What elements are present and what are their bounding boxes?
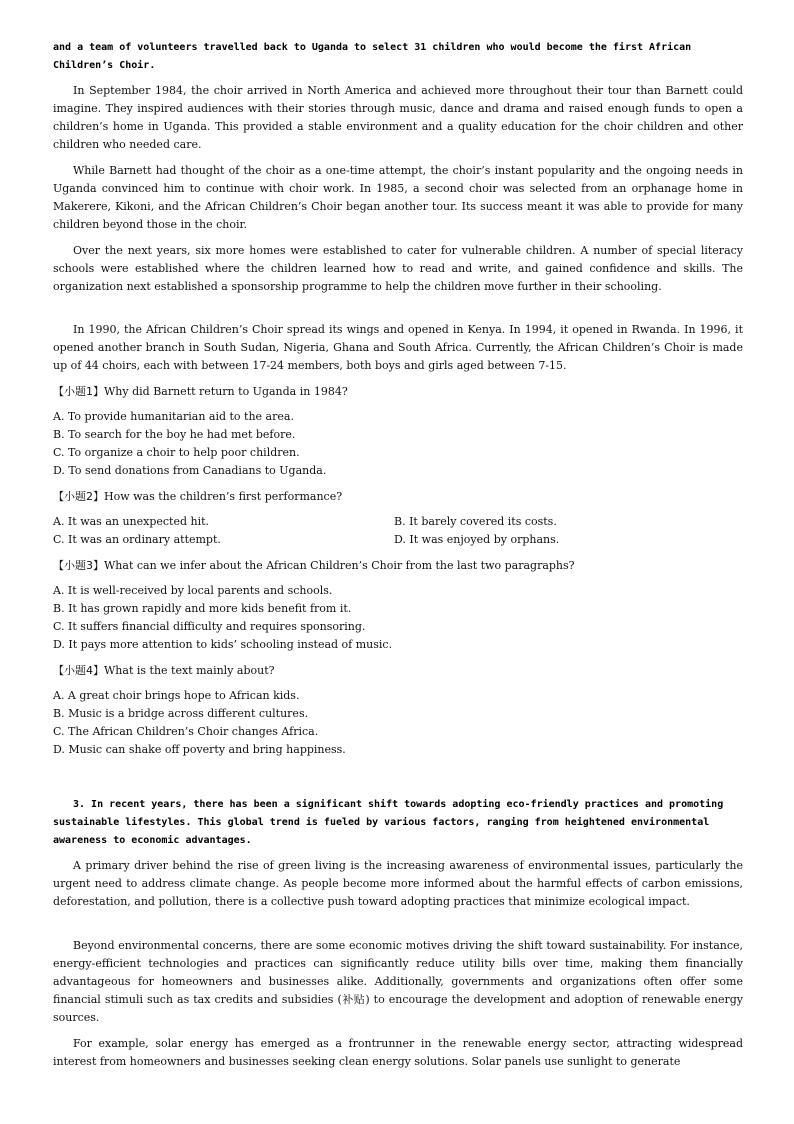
question-label: 【小题1】 (53, 385, 104, 398)
question-3-option-a[interactable]: A. It is well-received by local parents and schools. (53, 584, 333, 597)
question-3-option-c[interactable]: C. It suffers financial difficulty and requires sponsoring. (53, 620, 366, 633)
question-label: 【小题3】 (53, 559, 104, 572)
question-3 (53, 557, 575, 575)
question-4 (53, 662, 275, 680)
question-label: 【小题4】 (53, 664, 104, 677)
question-stem: Why did Barnett return to Uganda in 1984? (104, 385, 348, 398)
passage3-paragraph-1: A primary driver behind the rise of green living is the increasing awareness of environmental issues, particularly the urgent need to address climate change. As people become more informed about the harmful effects of carbon emissions, deforestation, and pollution, there is a collective push toward adopting practices that minimize ecological impact. (53, 859, 743, 908)
question-4-option-a[interactable]: A. A great choir brings hope to African kids. (53, 689, 300, 702)
question-stem: What can we infer about the African Children’s Choir from the last two paragraphs? (104, 559, 575, 572)
passage2-paragraph-1: In September 1984, the choir arrived in North America and achieved more throughout their tour than Barnett could imagine. They inspired audiences with their stories through music, dance and drama and raised enough funds to open a children’s home in Uganda. This provided a stable environment and a quality education for the choir children and other children who needed care. (53, 84, 743, 151)
passage3-paragraph-3: For example, solar energy has emerged as a frontrunner in the renewable energy sector, attracting widespread interest from homeowners and businesses seeking clean energy solutions. Solar panels use sunlight to generate (53, 1037, 743, 1068)
question-2-option-a[interactable]: A. It was an unexpected hit. (53, 515, 210, 528)
question-3-option-b[interactable]: B. It has grown rapidly and more kids benefit from it. (53, 602, 352, 615)
question-3-option-d[interactable]: D. It pays more attention to kids’ schooling instead of music. (53, 638, 393, 651)
question-4-option-b[interactable]: B. Music is a bridge across different cultures. (53, 707, 309, 720)
question-2-option-c[interactable]: C. It was an ordinary attempt. (53, 533, 221, 546)
question-1-option-c[interactable]: C. To organize a choir to help poor children. (53, 446, 300, 459)
question-2-option-d[interactable]: D. It was enjoyed by orphans. (394, 533, 560, 546)
question-1-option-b[interactable]: B. To search for the boy he had met before. (53, 428, 296, 441)
question-4-option-d[interactable]: D. Music can shake off poverty and bring happiness. (53, 743, 346, 756)
question-1-option-a[interactable]: A. To provide humanitarian aid to the area. (53, 410, 294, 423)
passage2-paragraph-2: While Barnett had thought of the choir as a one-time attempt, the choir’s instant popularity and the ongoing needs in Uganda convinced him to continue with choir work. In 1985, a second choir was selected from an orphanage home in Makerere, Kikoni, and the African Children’s Choir began another tour. Its success meant it was able to provide for many children beyond those in the choir. (53, 164, 743, 231)
passage2-intro-tail: and a team of volunteers travelled back to Uganda to select 31 children who would become the first African Children’s Choir. (53, 42, 692, 71)
question-1-option-d[interactable]: D. To send donations from Canadians to Uganda. (53, 464, 327, 477)
question-1 (53, 383, 348, 401)
question-stem: What is the text mainly about? (104, 664, 275, 677)
passage2-paragraph-3: Over the next years, six more homes were established to cater for vulnerable children. A number of special literacy schools were established where the children learned how to read and write, and gained confidence and skills. The organization next established a sponsorship programme to help the children move further in their schooling. (53, 244, 743, 293)
question-stem: How was the children’s first performance? (104, 490, 343, 503)
question-2 (53, 488, 342, 506)
question-4-option-c[interactable]: C. The African Children’s Choir changes Africa. (53, 725, 319, 738)
passage3-intro: 3. In recent years, there has been a significant shift towards adopting eco-friendly practices and promoting sustainable lifestyles. This global trend is fueled by various factors, ranging from heightened environmental awareness to economic advantages. (53, 799, 724, 846)
question-2-option-b[interactable]: B. It barely covered its costs. (394, 515, 557, 528)
passage3-paragraph-2: Beyond environmental concerns, there are some economic motives driving the shift toward sustainability. For instance, energy-efficient technologies and practices can significantly reduce utility bills over time, making them financially advantageous for homeowners and businesses alike. Additionally, governments and organizations often offer some financial stimuli such as tax credits and subsidies (补贴) to encourage the development and adoption of renewable energy sources. (53, 939, 743, 1024)
question-label: 【小题2】 (53, 490, 104, 503)
passage2-paragraph-4: In 1990, the African Children’s Choir spread its wings and opened in Kenya. In 1994, it opened in Rwanda. In 1996, it opened another branch in South Sudan, Nigeria, Ghana and South Africa. Currently, the African Children’s Choir is made up of 44 choirs, each with between 17-24 members, both boys and girls aged between 7-15. (53, 323, 743, 372)
